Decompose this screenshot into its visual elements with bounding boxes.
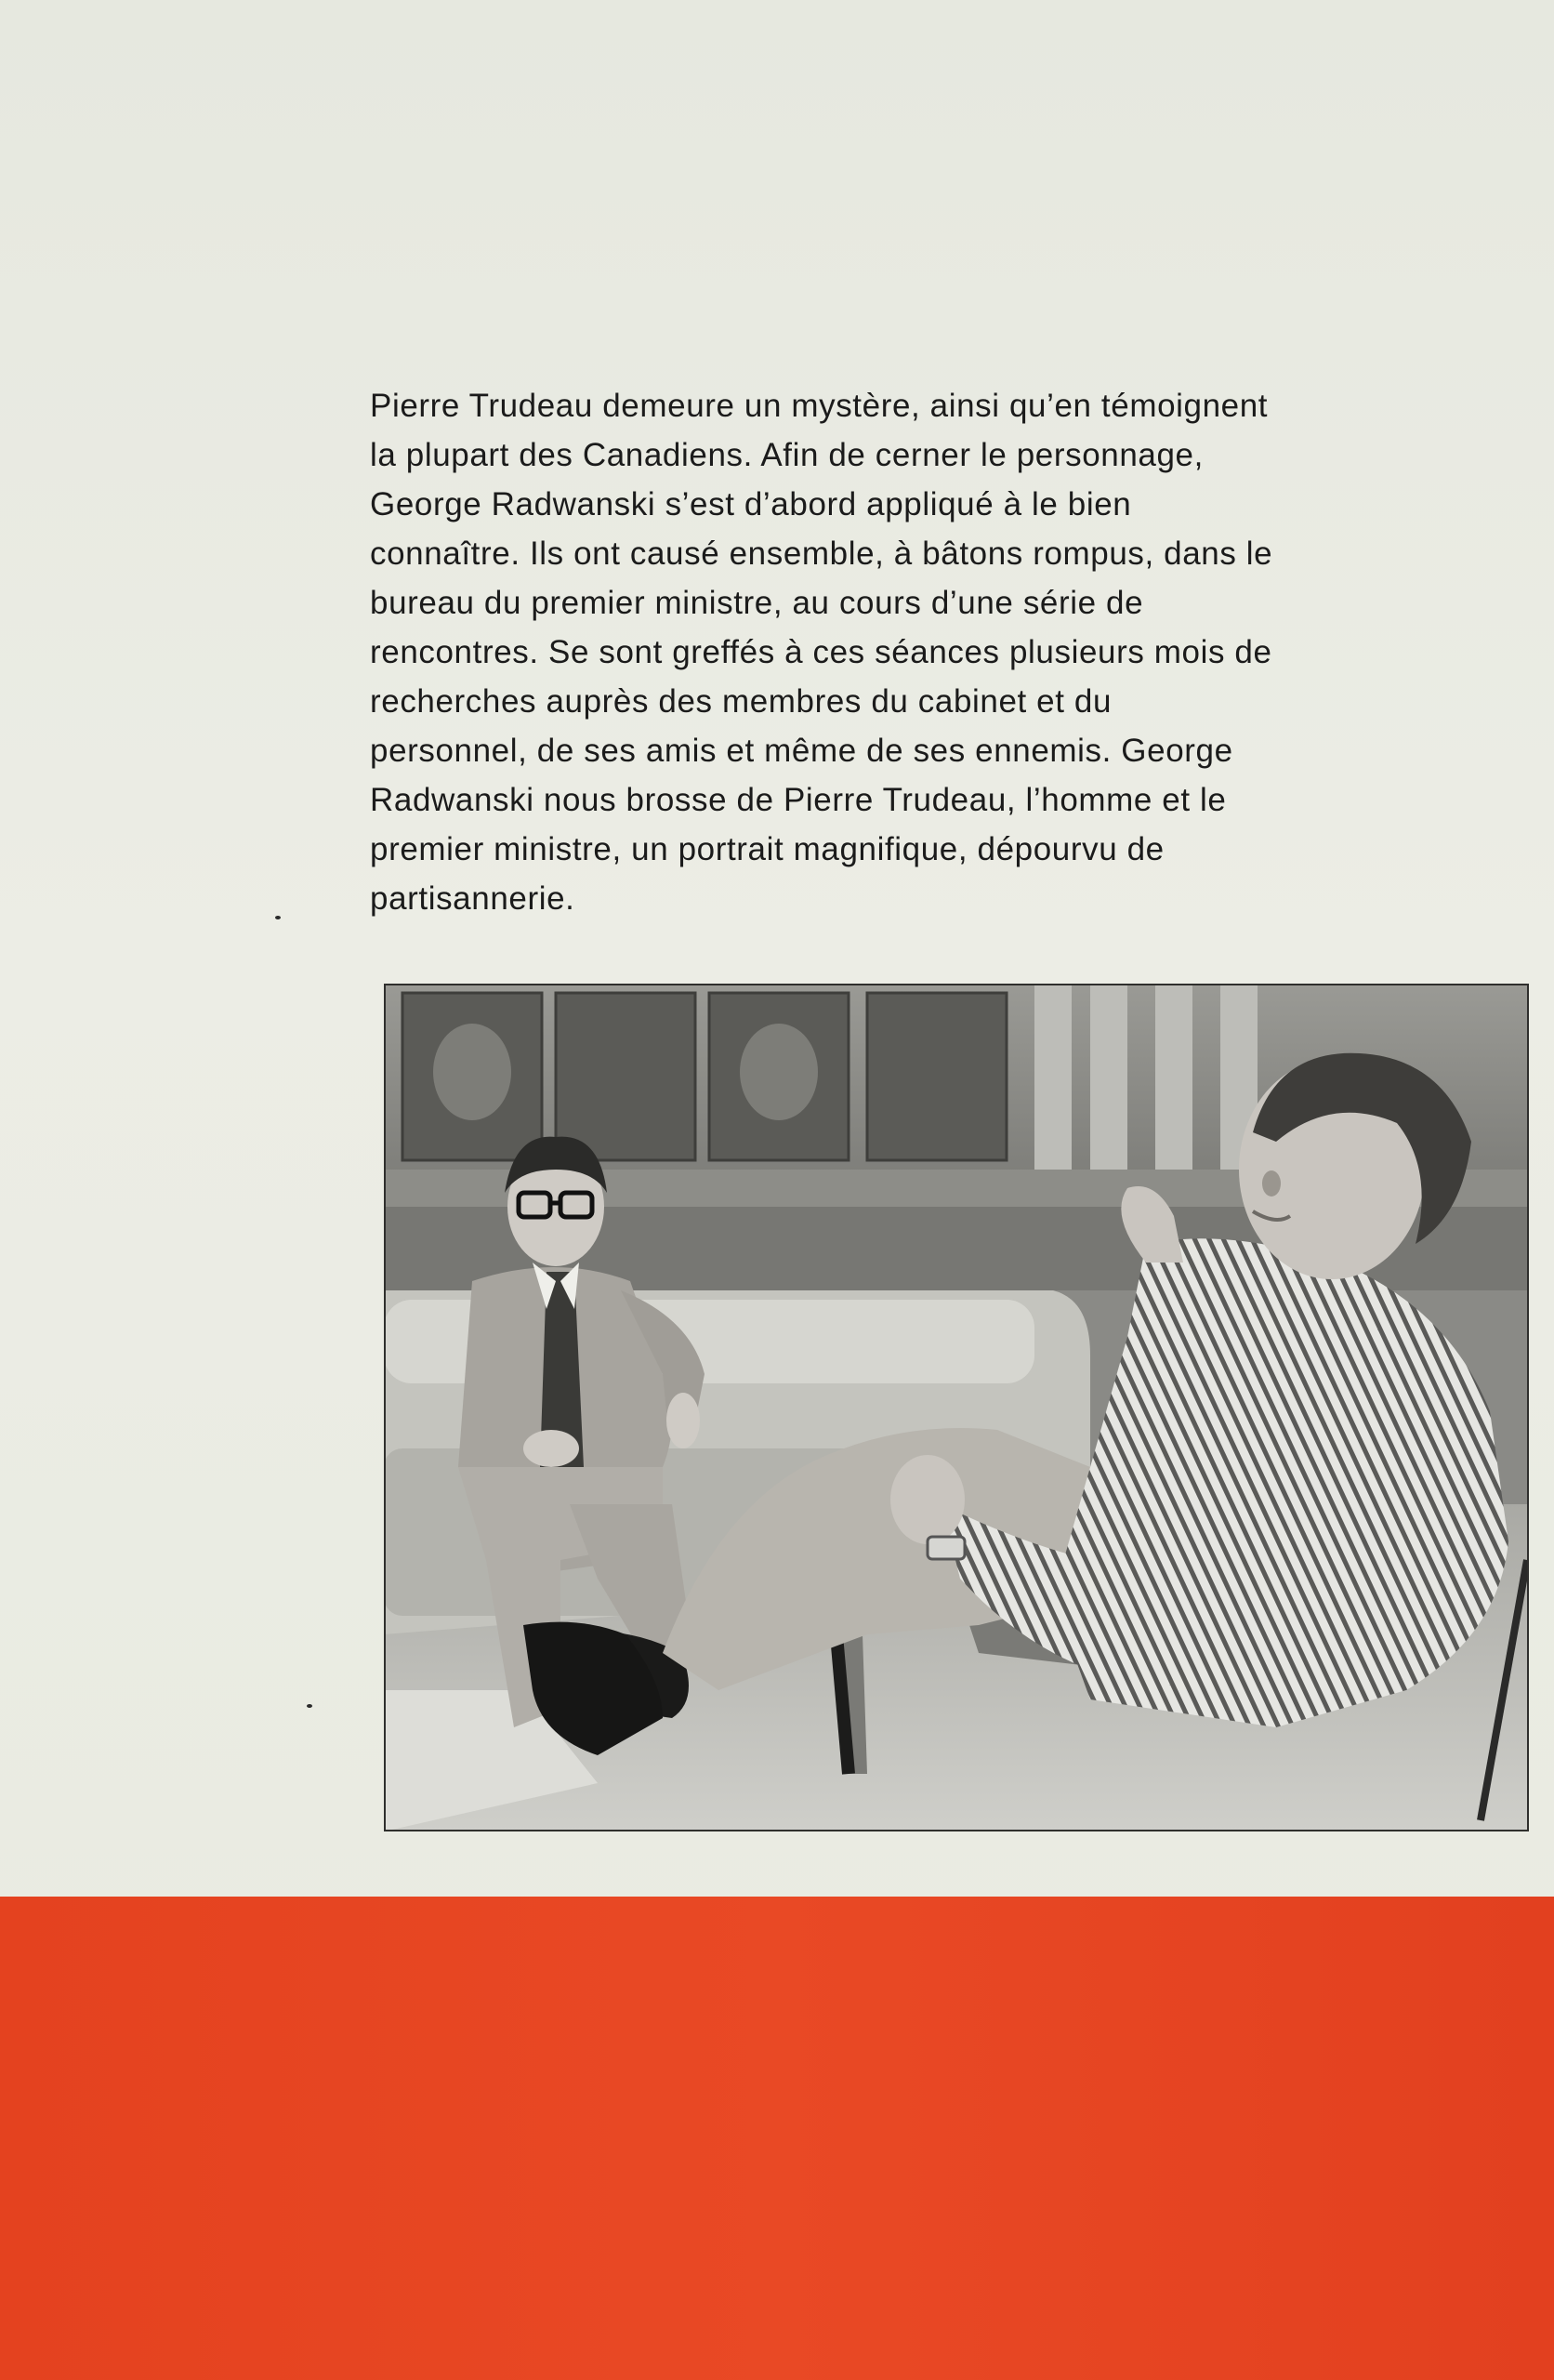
blurb-line: bureau du premier ministre, au cours d’une série de xyxy=(370,585,1144,621)
blurb-line: partisannerie. xyxy=(370,880,575,917)
blurb-line: premier ministre, un portrait magnifique, dépourvu de xyxy=(370,831,1165,867)
blurb-line: connaître. Ils ont causé ensemble, à bâtons rompus, dans le xyxy=(370,536,1273,572)
blurb-text xyxy=(370,381,1532,923)
blurb-line: recherches auprès des membres du cabinet et du xyxy=(370,683,1113,720)
print-speck xyxy=(275,916,281,919)
blurb-line: George Radwanski s’est d’abord appliqué à le bien xyxy=(370,486,1132,522)
blurb-line: personnel, de ses amis et même de ses ennemis. George xyxy=(370,733,1233,769)
blurb-line: Radwanski nous brosse de Pierre Trudeau, l’homme et le xyxy=(370,782,1227,818)
blurb-line: la plupart des Canadiens. Afin de cerner le personnage, xyxy=(370,437,1204,473)
print-speck xyxy=(307,1704,312,1708)
red-band xyxy=(0,1897,1554,2380)
blurb-line: rencontres. Se sont greffés à ces séances plusieurs mois de xyxy=(370,634,1272,670)
blurb-line: Pierre Trudeau demeure un mystère, ainsi qu’en témoignent xyxy=(370,388,1269,424)
interview-photo xyxy=(384,984,1529,1831)
